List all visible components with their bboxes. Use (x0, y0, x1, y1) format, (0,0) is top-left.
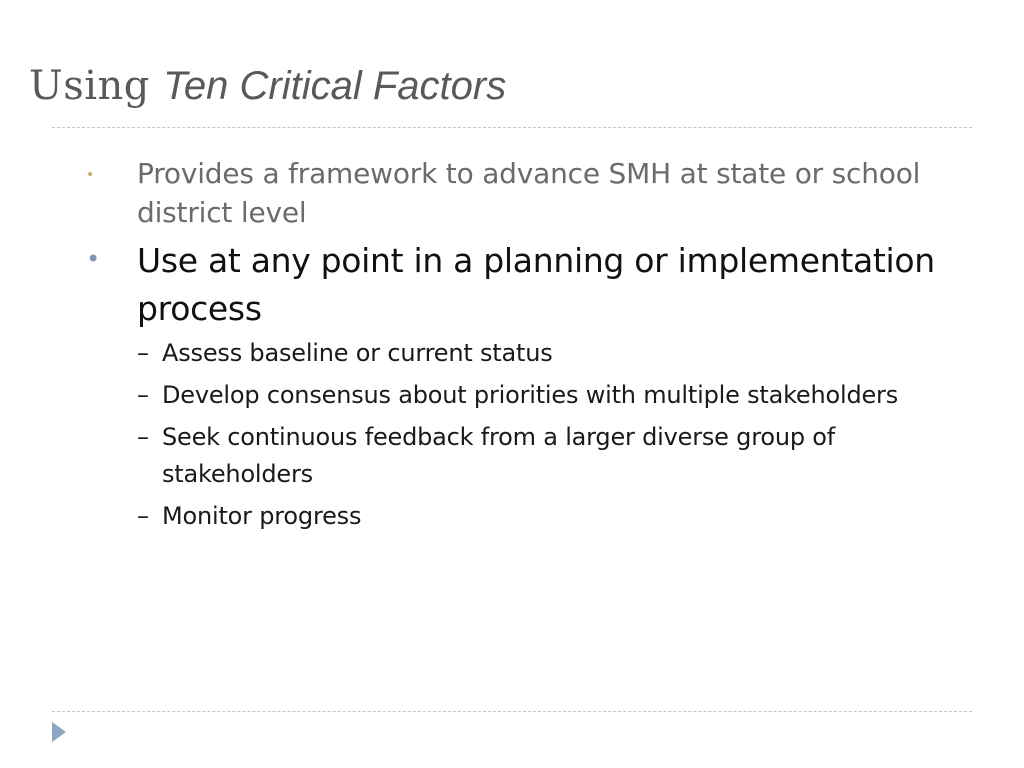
sub-item-text: Monitor progress (162, 502, 362, 530)
sub-item-text: Assess baseline or current status (162, 339, 553, 367)
bullet-marker: • (86, 167, 95, 183)
title-plain-part: Using (29, 63, 164, 109)
bullet-text: Provides a framework to advance SMH at state or school district level (137, 157, 921, 229)
sub-item-monitor (137, 498, 967, 535)
bullet-text: Use at any point in a planning or implementation process (137, 241, 935, 328)
sub-item-consensus (137, 377, 967, 414)
sub-marker: – (137, 502, 149, 530)
sub-item-assess (137, 335, 967, 372)
bullet-marker: • (86, 245, 101, 273)
sub-item-feedback (137, 419, 897, 493)
sub-item-text: Seek continuous feedback from a larger diverse group of stakeholders (162, 423, 836, 488)
sub-marker: – (137, 423, 149, 451)
sub-item-text: Develop consensus about priorities with multiple stakeholders (162, 381, 899, 409)
triangle-right-icon[interactable] (52, 722, 66, 742)
sub-marker: – (137, 381, 149, 409)
bottom-divider (52, 711, 972, 712)
sub-marker: – (137, 339, 149, 367)
title-italic-part: Ten Critical Factors (163, 64, 507, 108)
